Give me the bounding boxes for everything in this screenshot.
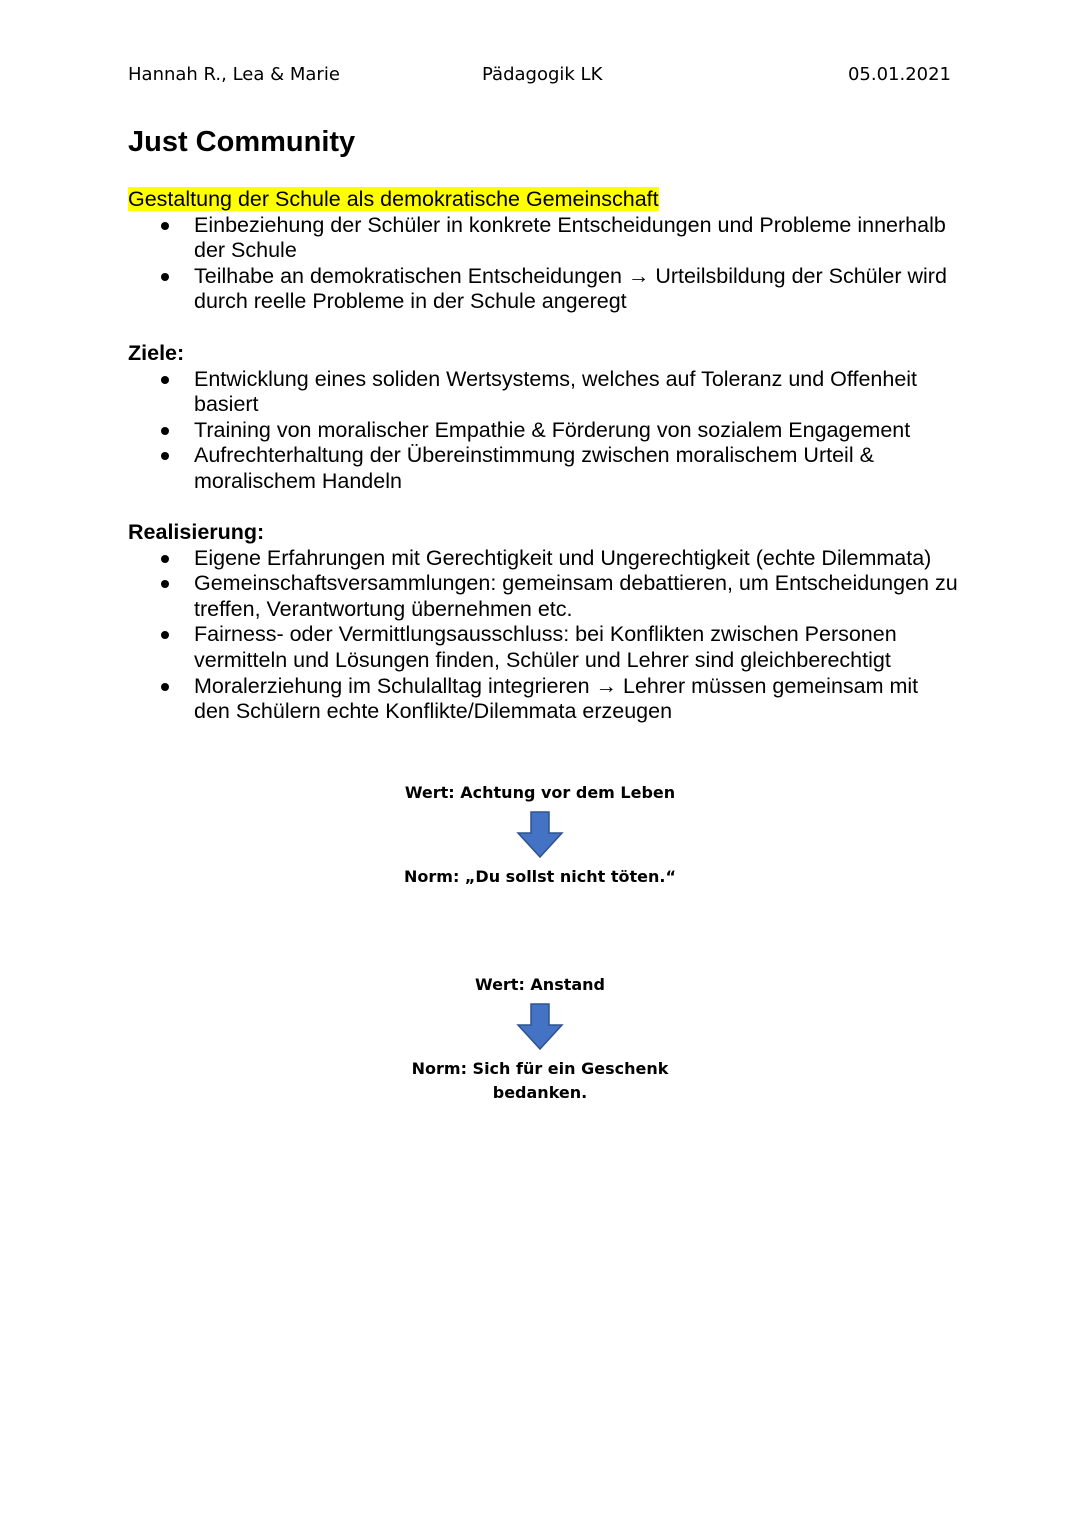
section-gestaltung [128, 187, 958, 315]
list-item: Fairness- oder Vermittlungsausschluss: bei Konflikten zwischen Personen vermitteln und Lösungen finden, Schüler und Lehrer sind gleichberechtigt [128, 622, 958, 673]
bullet-list [128, 367, 958, 495]
down-arrow-icon [516, 1003, 564, 1051]
header-authors: Hannah R., Lea & Marie [128, 64, 340, 85]
list-item: Training von moralischer Empathie & Förderung von sozialem Engagement [128, 418, 958, 444]
page-header [128, 64, 951, 94]
header-subject: Pädagogik LK [482, 64, 603, 85]
value-norm-diagram-1 [380, 781, 700, 889]
page-title: Just Community [128, 126, 356, 158]
header-date: 05.01.2021 [847, 64, 951, 85]
list-item: Entwicklung eines soliden Wertsystems, welches auf Toleranz und Offenheit basiert [128, 367, 958, 418]
list-item: Einbeziehung der Schüler in konkrete Entscheidungen und Probleme innerhalb der Schule [128, 213, 958, 264]
list-item: Teilhabe an demokratischen Entscheidungen → Urteilsbildung der Schüler wird durch reelle Probleme in der Schule angeregt [128, 264, 958, 315]
diagram-wert: Wert: Achtung vor dem Leben [404, 783, 676, 802]
section-heading-highlighted: Gestaltung der Schule als demokratische Gemeinschaft [128, 187, 659, 211]
down-arrow-icon [516, 811, 564, 859]
diagram-wert: Wert: Anstand [474, 975, 606, 994]
section-realisierung [128, 520, 958, 725]
section-ziele [128, 341, 958, 495]
section-heading: Realisierung: [128, 520, 265, 544]
list-item: Gemeinschaftsversammlungen: gemeinsam debattieren, um Entscheidungen zu treffen, Verantwortung übernehmen etc. [128, 571, 958, 622]
list-item: Moralerziehung im Schulalltag integrieren → Lehrer müssen gemeinsam mit den Schülern echte Konflikte/Dilemmata erzeugen [128, 674, 958, 725]
diagram-norm: Norm: „Du sollst nicht töten.“ [404, 867, 676, 886]
value-norm-diagram-2 [400, 973, 680, 1105]
diagram-norm: Norm: Sich für ein Geschenk bedanken. [411, 1059, 669, 1102]
section-heading: Ziele: [128, 341, 185, 365]
list-item: Aufrechterhaltung der Übereinstimmung zwischen moralischem Urteil & moralischem Handeln [128, 443, 958, 494]
list-item: Eigene Erfahrungen mit Gerechtigkeit und Ungerechtigkeit (echte Dilemmata) [128, 546, 958, 572]
bullet-list [128, 213, 958, 315]
bullet-list [128, 546, 958, 725]
